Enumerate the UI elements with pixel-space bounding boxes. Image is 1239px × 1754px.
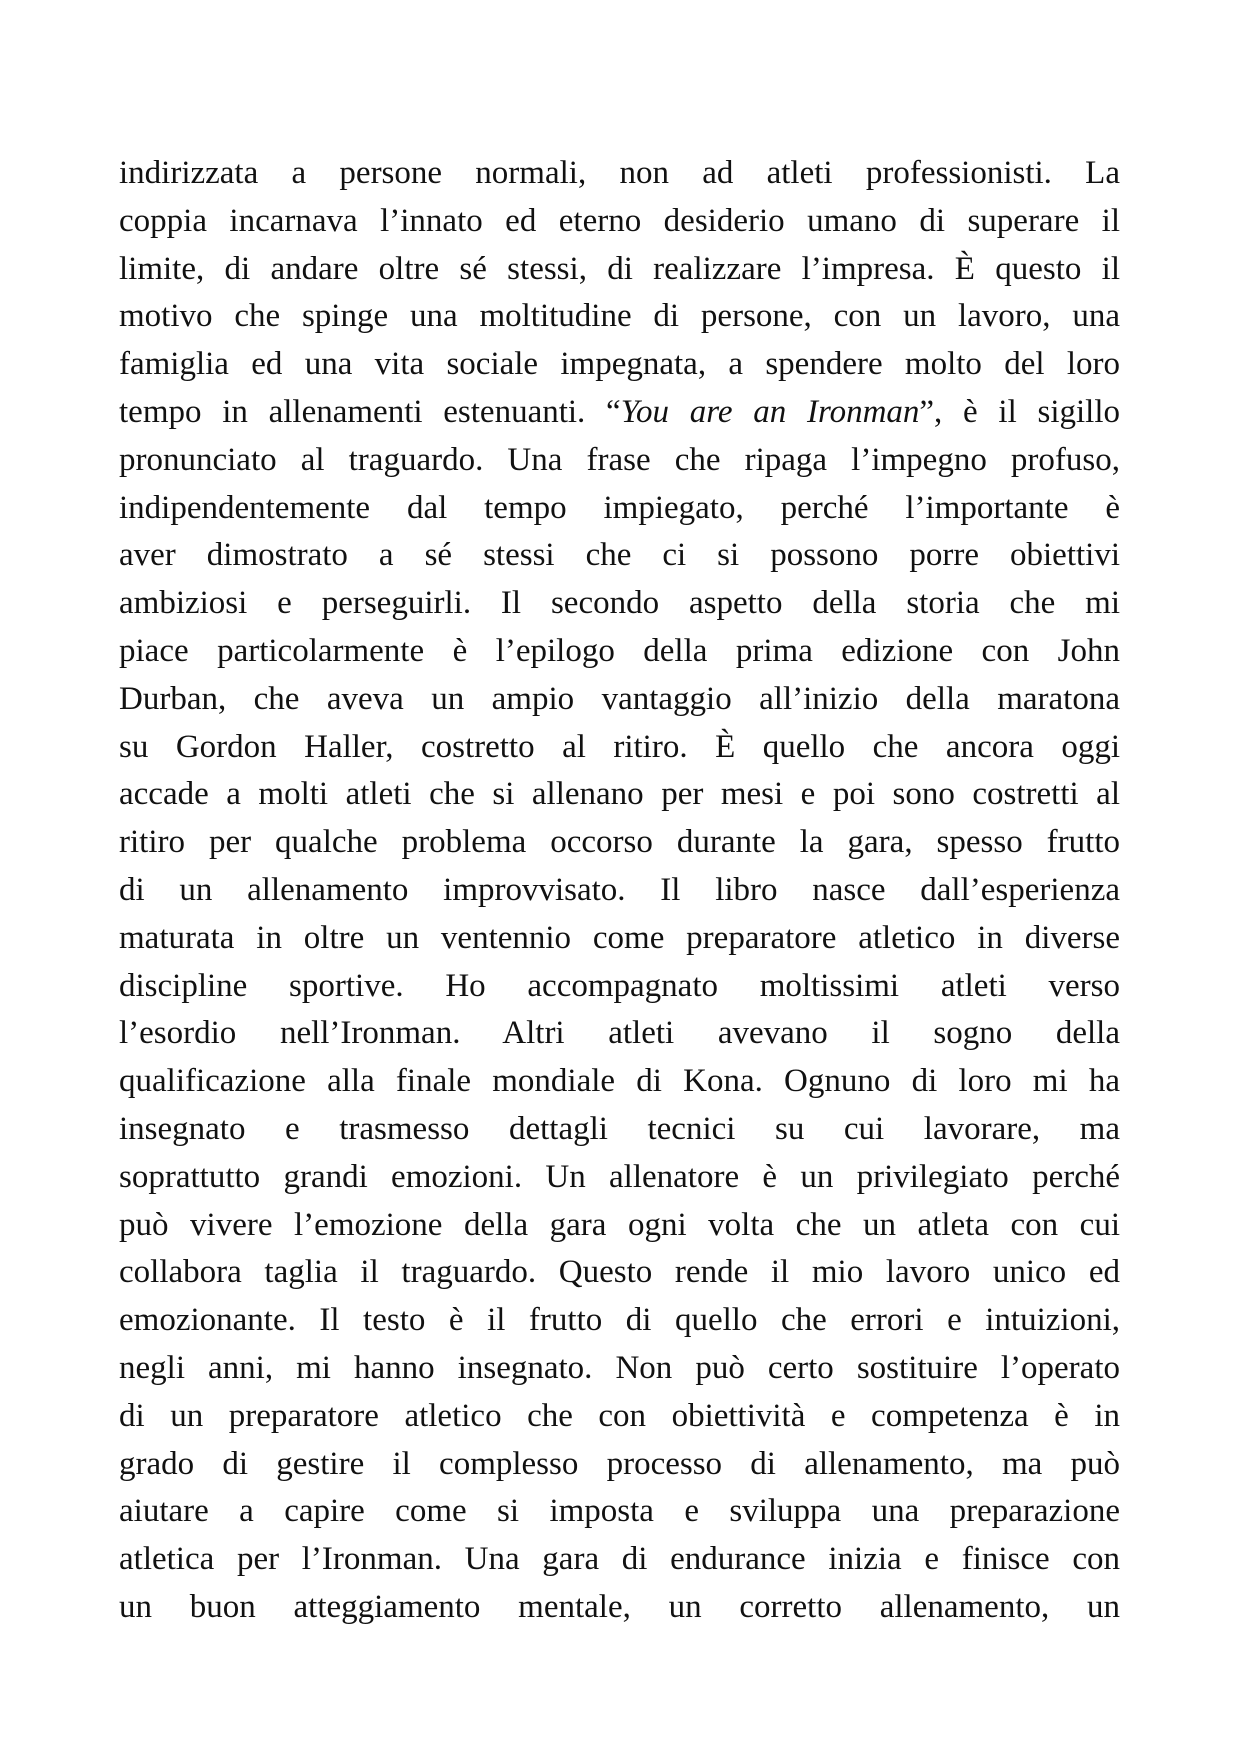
text-line-with-italic xyxy=(119,389,1120,437)
text-line: negli anni, mi hanno insegnato. Non può certo sostituire l’operato xyxy=(119,1349,1120,1386)
text-line: coppia incarnava l’innato ed eterno desiderio umano di superare il xyxy=(119,202,1120,239)
text-line: qualificazione alla finale mondiale di Kona. Ognuno di loro mi ha xyxy=(119,1063,1120,1100)
text-line: un buon atteggiamento mentale, un corretto allenamento, un xyxy=(119,1588,1120,1625)
text-line: può vivere l’emozione della gara ogni volta che un atleta con cui xyxy=(119,1206,1120,1243)
text-line: limite, di andare oltre sé stessi, di realizzare l’impresa. È questo il xyxy=(119,250,1120,287)
text-segment: tempo in allenamenti estenuanti. “ xyxy=(119,393,621,430)
text-line: aver dimostrato a sé stessi che ci si possono porre obiettivi xyxy=(119,537,1120,574)
text-segment: ”, è il sigillo xyxy=(919,393,1120,430)
text-line: atletica per l’Ironman. Una gara di endurance inizia e finisce con xyxy=(119,1541,1120,1578)
text-line: indipendentemente dal tempo impiegato, perché l’importante è xyxy=(119,489,1120,526)
text-line: indirizzata a persone normali, non ad atleti professionisti. La xyxy=(119,155,1120,191)
text-line: ritiro per qualche problema occorso durante la gara, spesso frutto xyxy=(119,824,1120,861)
text-line: emozionante. Il testo è il frutto di quello che errori e intuizioni, xyxy=(119,1302,1120,1339)
body-text xyxy=(119,150,1120,1632)
text-line: grado di gestire il complesso processo di allenamento, ma può xyxy=(119,1445,1120,1482)
text-line: di un preparatore atletico che con obiettività e competenza è in xyxy=(119,1397,1120,1434)
text-line: maturata in oltre un ventennio come preparatore atletico in diverse xyxy=(119,919,1120,956)
text-line: di un allenamento improvvisato. Il libro nasce dall’esperienza xyxy=(119,871,1120,908)
text-line: collabora taglia il traguardo. Questo rende il mio lavoro unico ed xyxy=(119,1254,1120,1291)
text-line: piace particolarmente è l’epilogo della prima edizione con John xyxy=(119,632,1120,669)
text-line: l’esordio nell’Ironman. Altri atleti avevano il sogno della xyxy=(119,1015,1120,1052)
text-line: Durban, che aveva un ampio vantaggio all’inizio della maratona xyxy=(119,680,1120,717)
text-line: su Gordon Haller, costretto al ritiro. È quello che ancora oggi xyxy=(119,728,1120,765)
italic-phrase: You are an Ironman xyxy=(620,393,920,430)
text-line: accade a molti atleti che si allenano per mesi e poi sono costretti al xyxy=(119,776,1120,813)
text-line: famiglia ed una vita sociale impegnata, a spendere molto del loro xyxy=(119,346,1120,383)
text-line: discipline sportive. Ho accompagnato moltissimi atleti verso xyxy=(119,967,1120,1004)
text-line: insegnato e trasmesso dettagli tecnici su cui lavorare, ma xyxy=(119,1110,1120,1147)
text-line: aiutare a capire come si imposta e sviluppa una preparazione xyxy=(119,1493,1120,1530)
text-line: ambiziosi e perseguirli. Il secondo aspetto della storia che mi xyxy=(119,585,1120,622)
text-line: soprattutto grandi emozioni. Un allenatore è un privilegiato perché xyxy=(119,1158,1120,1195)
text-line: pronunciato al traguardo. Una frase che ripaga l’impegno profuso, xyxy=(119,441,1120,478)
text-line: motivo che spinge una moltitudine di persone, con un lavoro, una xyxy=(119,298,1120,335)
